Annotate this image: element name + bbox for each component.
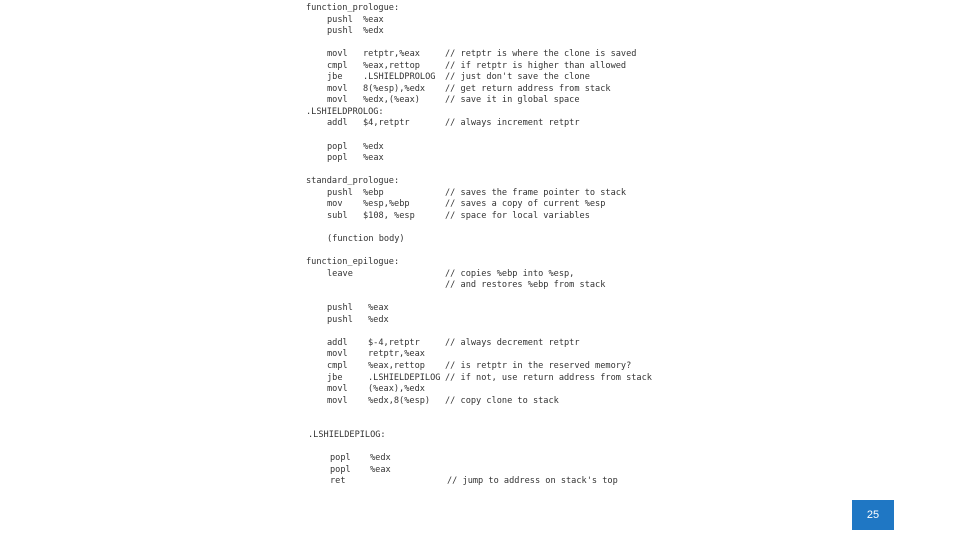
code-label: function_epilogue: [306, 257, 400, 268]
code-label: standard_prologue: [306, 176, 400, 187]
code-comment: // get return address from stack [445, 83, 611, 94]
code-label: .LSHIELDPROLOG: [306, 106, 384, 117]
code-comment: // jump to address on stack's top [447, 476, 618, 487]
code-comment: // retptr is where the clone is saved [445, 49, 637, 60]
code-line: pushl %edx [327, 314, 389, 325]
code-line: pushl %eax [327, 303, 389, 314]
code-line: jbe .LSHIELDPROLOG // just don't save the clone [327, 72, 590, 83]
code-comment: // just don't save the clone [445, 72, 590, 83]
code-line: addl $-4,retptr // always decrement retptr [327, 337, 580, 348]
page-number-badge [852, 500, 894, 530]
code-comment: // is retptr in the reserved memory? [445, 360, 632, 371]
code-line: movl %edx,(%eax) // save it in global space [327, 95, 580, 106]
code-comment: // save it in global space [445, 95, 580, 106]
code-comment: // and restores %ebp from stack [445, 280, 606, 291]
code-line: jbe .LSHIELDEPILOG // if not, use return address from stack [327, 372, 652, 383]
code-line: mov %esp,%ebp // saves a copy of current %esp [327, 199, 606, 210]
code-comment: // always increment retptr [445, 118, 580, 129]
code-line: addl $4,retptr // always increment retptr [327, 118, 580, 129]
code-comment: // copy clone to stack [445, 395, 559, 406]
code-label: .LSHIELDEPILOG: [308, 430, 386, 441]
code-line: (function body) [327, 233, 405, 244]
code-line: pushl %edx [327, 26, 384, 37]
code-comment: // always decrement retptr [445, 337, 580, 348]
code-label: function_prologue: [306, 3, 400, 13]
code-line: leave // copies %ebp into %esp, [327, 268, 575, 279]
code-line: movl retptr,%eax [327, 349, 425, 360]
code-line: popl %eax [327, 153, 384, 164]
code-line: pushl %eax [327, 14, 384, 25]
code-comment: // space for local variables [445, 210, 590, 221]
assembly-code-listing [306, 3, 686, 488]
page-number: 25 [866, 509, 880, 521]
code-comment: // saves a copy of current %esp [445, 199, 606, 210]
code-comment: // if retptr is higher than allowed [445, 60, 627, 71]
code-line: popl %edx [330, 453, 391, 464]
code-line: popl %edx [327, 141, 384, 152]
code-line: subl $108, %esp // space for local variables [327, 210, 590, 221]
code-line [306, 280, 686, 292]
code-line: movl retptr,%eax // retptr is where the clone is saved [327, 49, 637, 60]
code-line: cmpl %eax,rettop // is retptr in the reserved memory? [327, 360, 632, 371]
code-line: cmpl %eax,rettop // if retptr is higher than allowed [327, 60, 627, 71]
code-line: popl %eax [330, 464, 391, 475]
code-line: pushl %ebp // saves the frame pointer to stack [327, 187, 627, 198]
code-line: ret // jump to address on stack's top [330, 476, 618, 487]
code-comment: // saves the frame pointer to stack [445, 187, 627, 198]
code-line: movl %edx,8(%esp) // copy clone to stack [327, 395, 559, 406]
code-comment: // if not, use return address from stack [445, 372, 652, 383]
code-line: movl (%eax),%edx [327, 384, 425, 395]
code-line: movl 8(%esp),%edx // get return address from stack [327, 83, 611, 94]
code-comment: // copies %ebp into %esp, [445, 268, 575, 279]
